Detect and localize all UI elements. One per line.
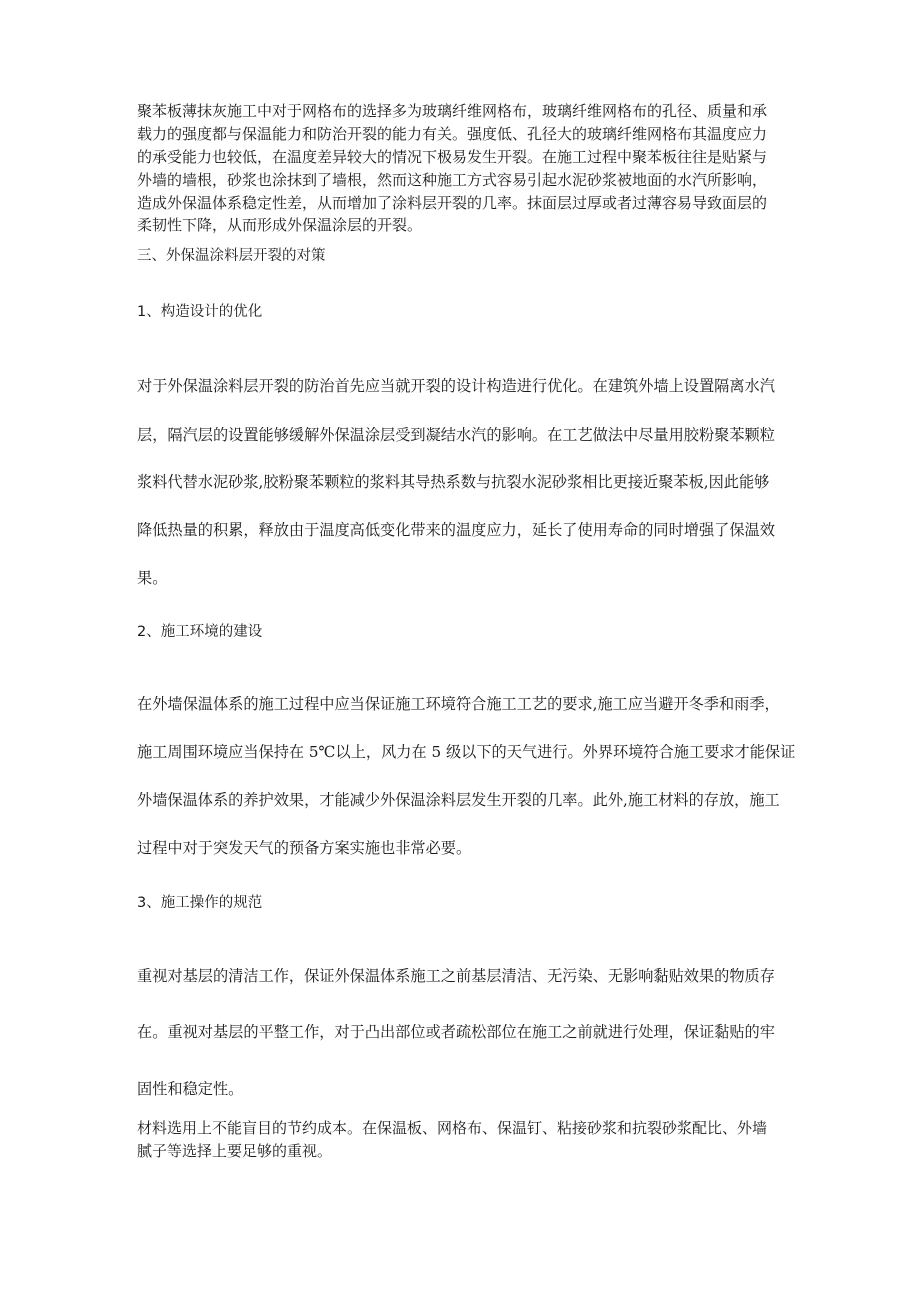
sub2-line-3: 外墙保温体系的养护效果，才能减少外保温涂料层发生开裂的几率。此外,施工材料的存放，施工 <box>137 791 780 809</box>
sub1-line-1: 对于外保温涂料层开裂的防治首先应当就开裂的设计构造进行优化。在建筑外墙上设置隔离水汽 <box>137 377 775 395</box>
sub3-line-1: 重视对基层的清洁工作，保证外保温体系施工之前基层清洁、无污染、无影响黏贴效果的物质存 <box>137 967 775 985</box>
sub1-line-2: 层，隔汽层的设置能够缓解外保温涂层受到凝结水汽的影响。在工艺做法中尽量用胶粉聚苯颗粒 <box>137 426 775 444</box>
sub2-line-1: 在外墙保温体系的施工过程中应当保证施工环境符合施工工艺的要求,施工应当避开冬季和雨季， <box>137 695 780 713</box>
intro-line-6: 柔韧性下降，从而形成外保温涂层的开裂。 <box>137 216 423 234</box>
subsection-heading-1: 1、构造设计的优化 <box>137 304 263 320</box>
intro-line-3: 的承受能力也较低，在温度差异较大的情况下极易发生开裂。在施工过程中聚苯板往往是贴紧与 <box>137 148 768 166</box>
sub1-line-5: 果。 <box>137 569 168 587</box>
sub3-line-2: 在。重视对基层的平整工作，对于凸出部位或者疏松部位在施工之前就进行处理，保证黏贴的牢 <box>137 1023 775 1041</box>
sub2-line-4: 过程中对于突发天气的预备方案实施也非常必要。 <box>137 839 472 857</box>
sub1-line-3: 浆料代替水泥砂浆,胶粉聚苯颗粒的浆料其导热系数与抗裂水泥砂浆相比更接近聚苯板,因此能够 <box>137 473 770 491</box>
closing-line-1: 材料选用上不能盲目的节约成本。在保温板、网格布、保温钉、粘接砂浆和抗裂砂浆配比、外墙 <box>137 1119 768 1137</box>
intro-line-2: 载力的强度都与保温能力和防治开裂的能力有关。强度低、孔径大的玻璃纤维网格布其温度应力 <box>137 125 768 143</box>
section-heading: 三、外保温涂料层开裂的对策 <box>137 248 326 264</box>
intro-line-4: 外墙的墙根，砂浆也涂抹到了墙根，然而这种施工方式容易引起水泥砂浆被地面的水汽所影响， <box>137 171 768 189</box>
subsection-heading-2: 2、施工环境的建设 <box>137 624 263 640</box>
closing-line-2: 腻子等选择上要足够的重视。 <box>137 1142 333 1160</box>
sub3-line-3: 固性和稳定性。 <box>137 1080 244 1098</box>
subsection-heading-3: 3、施工操作的规范 <box>137 895 263 911</box>
intro-line-1: 聚苯板薄抹灰施工中对于网格布的选择多为玻璃纤维网格布，玻璃纤维网格布的孔径、质量和承 <box>137 102 768 120</box>
sub1-line-4: 降低热量的积累，释放由于温度高低变化带来的温度应力，延长了使用寿命的同时增强了保温效 <box>137 521 775 539</box>
intro-line-5: 造成外保温体系稳定性差，从而增加了涂料层开裂的几率。抹面层过厚或者过薄容易导致面层的 <box>137 194 768 212</box>
sub2-line-2: 施工周围环境应当保持在 5℃以上，风力在 5 级以下的天气进行。外界环境符合施工要求才能保证 <box>137 743 796 761</box>
